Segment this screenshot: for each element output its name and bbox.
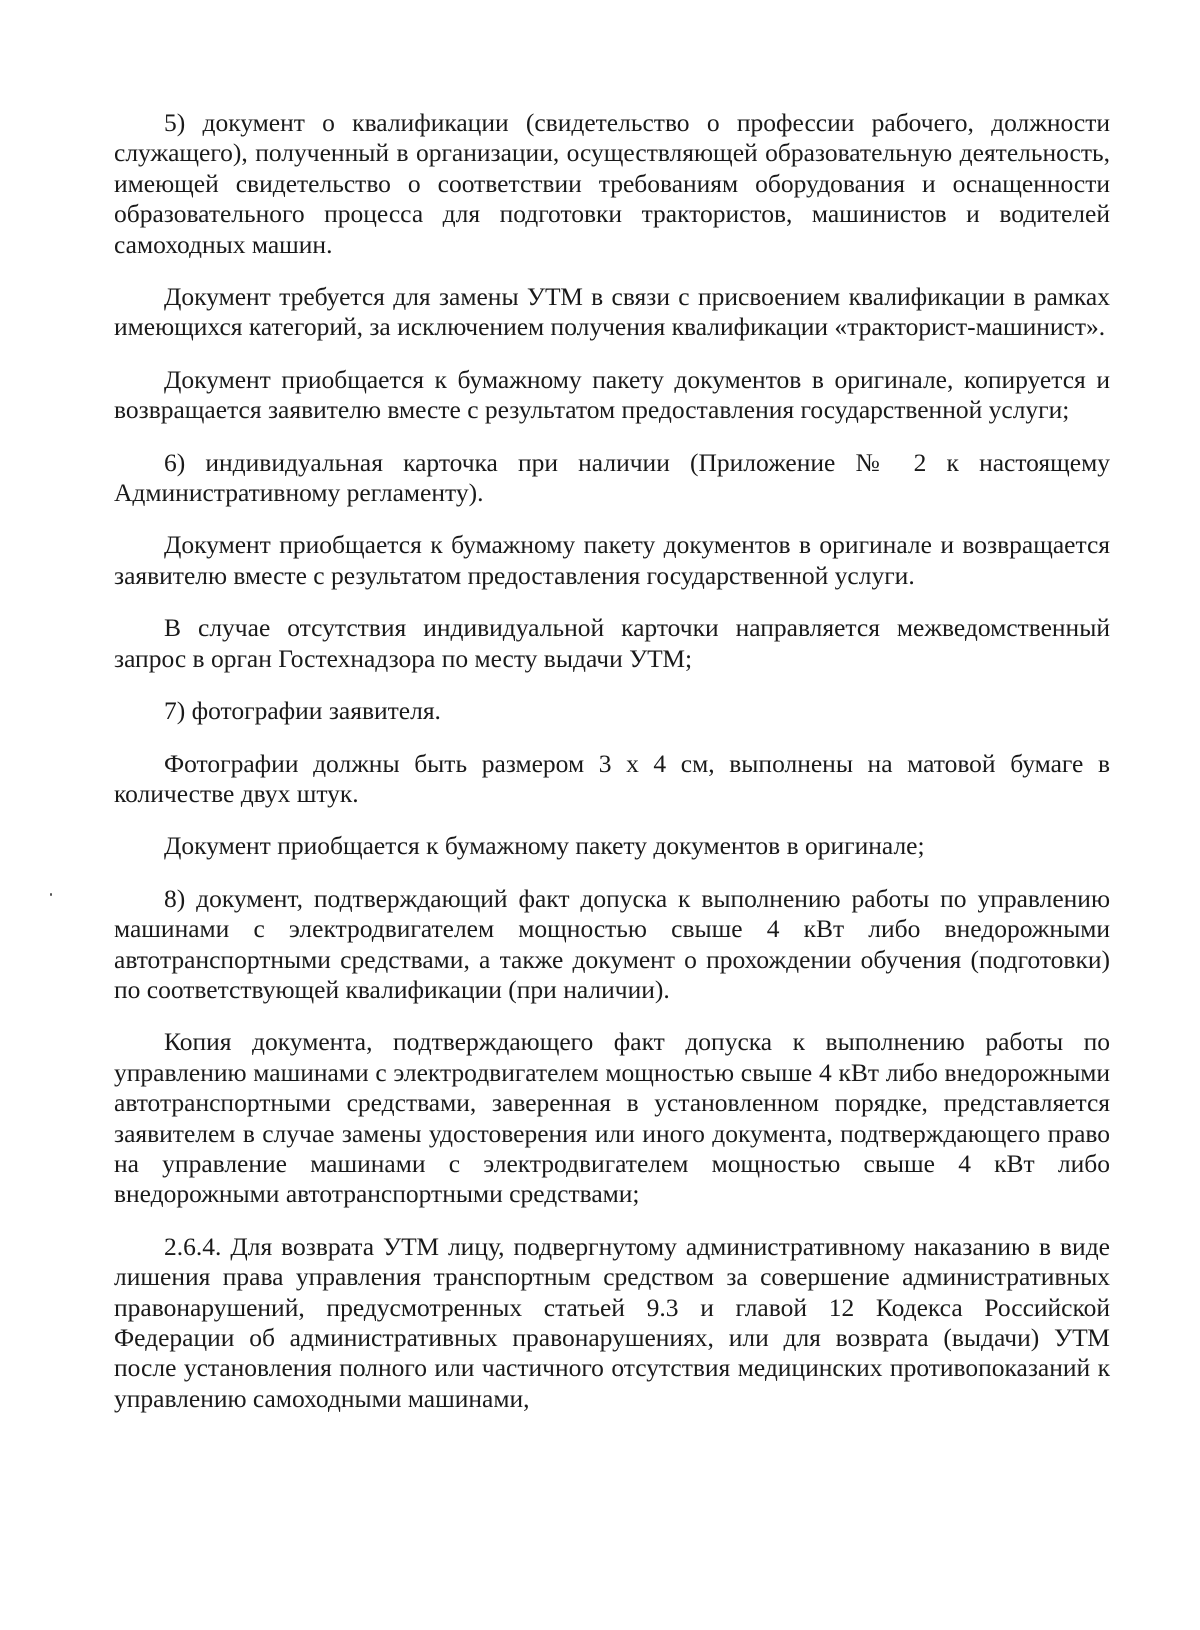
scan-speck [50, 893, 52, 896]
document-page [114, 108, 1110, 1436]
paragraph-section-2-6-4: 2.6.4. Для возврата УТМ лицу, подвергнутому административному наказанию в виде лишения права управления транспортным средством за совершение административных правонарушений, предусмотренных статьей 9.3 и главой 12 Кодекса Российской Федерации об административных правонарушениях, или для возврата (выдачи) УТМ после установления полного или частичного отсутствия медицинских противопоказаний к управлению самоходными машинами, [114, 1231, 1110, 1413]
paragraph-original-handling: Документ приобщается к бумажному пакету документов в оригинале, копируется и возвращается заявителю вместе с результатом предоставления государственной услуги; [114, 364, 1110, 425]
paragraph-replacement-requirement: Документ требуется для замены УТМ в связи с присвоением квалификации в рамках имеющихся категорий, за исключением получения квалификации «тракторист-машинист». [114, 282, 1110, 342]
paragraph-item-6: 6) индивидуальная карточка при наличии (Приложение № 2 к настоящему Административному регламенту). [114, 447, 1110, 508]
paragraph-photo-requirements: Фотографии должны быть размером 3 х 4 см, выполнены на матовой бумаге в количестве двух штук. [114, 748, 1110, 808]
paragraph-card-handling: Документ приобщается к бумажному пакету документов в оригинале и возвращается заявителю вместе с результатом предоставления государственной услуги. [114, 530, 1110, 590]
paragraph-item-7: 7) фотографии заявителя. [164, 696, 441, 726]
paragraph-item-5: 5) документ о квалификации (свидетельство о профессии рабочего, должности служащего), полученный в организации, осуществляющей образовательную деятельность, имеющей свидетельство о соответствии требованиям оборудования и оснащенности образовательного процесса для подготовки трактористов, машинистов и водителей самоходных машин. [114, 108, 1110, 259]
paragraph-copy-requirements: Копия документа, подтверждающего факт допуска к выполнению работы по управлению машинами с электродвигателем мощностью свыше 4 кВт либо внедорожными автотранспортными средствами, заверенная в установленном порядке, представляется заявителем в случае замены удостоверения или иного документа, подтверждающего право на управление машинами с электродвигателем мощностью свыше 4 кВт либо внедорожными автотранспортными средствами; [114, 1027, 1110, 1209]
paragraph-interagency-request: В случае отсутствия индивидуальной карточки направляется межведомственный запрос в орган Гостехнадзора по месту выдачи УТМ; [114, 613, 1110, 673]
paragraph-item-8: 8) документ, подтверждающий факт допуска к выполнению работы по управлению машинами с электродвигателем мощностью свыше 4 кВт либо внедорожными автотранспортными средствами, а также документ о прохождении обучения (подготовки) по соответствующей квалификации (при наличии). [114, 883, 1110, 1004]
paragraph-photo-handling: Документ приобщается к бумажному пакету документов в оригинале; [164, 831, 925, 861]
